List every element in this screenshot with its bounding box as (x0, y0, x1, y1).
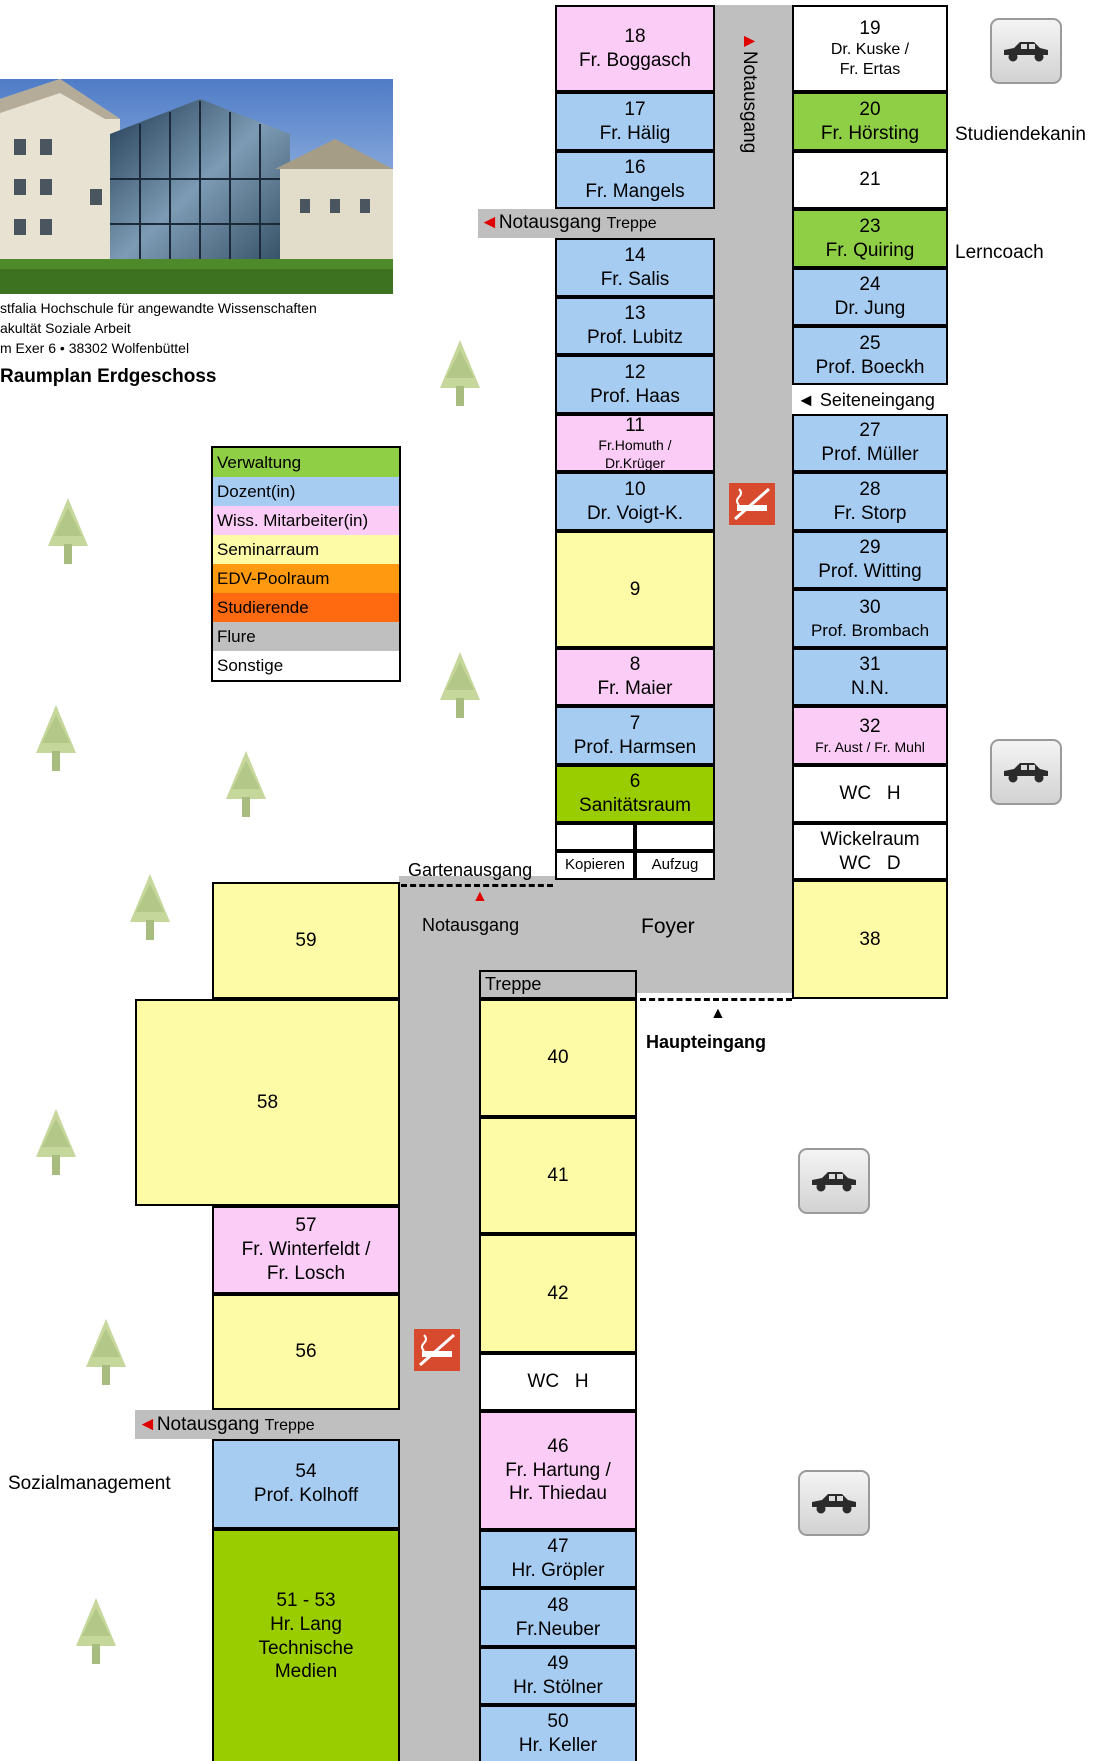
tree-icon (70, 1596, 122, 1666)
room-9[interactable]: 9 (555, 531, 715, 648)
room-27[interactable]: 27 Prof. Müller (792, 414, 948, 472)
room-12[interactable]: 12 Prof. Haas (555, 355, 715, 414)
tree-icon (434, 338, 486, 408)
room-kopieren[interactable]: Kopieren (555, 851, 635, 880)
entrance-arrow-icon: ▲ (710, 1005, 726, 1022)
room-40[interactable]: 40 (479, 999, 637, 1117)
plan-title: Raumplan Erdgeschoss (0, 366, 217, 387)
address: m Exer 6 • 38302 Wolfenbüttel (0, 340, 190, 356)
room-47[interactable]: 47 Hr. Gröpler (479, 1530, 637, 1588)
room-29[interactable]: 29 Prof. Witting (792, 531, 948, 589)
room-59[interactable]: 59 (212, 882, 400, 999)
room-32[interactable]: 32 Fr. Aust / Fr. Muhl (792, 706, 948, 765)
room-25[interactable]: 25 Prof. Boeckh (792, 326, 948, 385)
legend-item-verwaltung: Verwaltung (213, 448, 399, 477)
room-wc-h-lower[interactable]: WC H (479, 1353, 637, 1411)
room-31[interactable]: 31 N.N. (792, 648, 948, 706)
tree-icon (434, 650, 486, 720)
main-entrance-doorway (640, 998, 792, 1001)
room-wc-h-upper[interactable]: WC H (792, 765, 948, 823)
institution-name: stfalia Hochschule für angewandte Wissenschaften (0, 300, 317, 316)
legend-item-seminarraum: Seminarraum (213, 535, 399, 564)
room-41[interactable]: 41 (479, 1117, 637, 1234)
room-wickelraum[interactable]: Wickelraum WC D (792, 823, 948, 880)
car-parking-icon (798, 1470, 870, 1536)
room-blank-right (635, 823, 715, 851)
exit-arrow-icon: ◄ (138, 1414, 157, 1435)
tree-icon (30, 703, 82, 773)
tree-icon (220, 749, 272, 819)
room-54[interactable]: 54 Prof. Kolhoff (212, 1439, 400, 1529)
room-18[interactable]: 18 Fr. Boggasch (555, 5, 715, 92)
tree-icon (30, 1107, 82, 1177)
haupteingang-label: Haupteingang (646, 1032, 766, 1052)
exit-arrow-icon: ▲ (739, 32, 760, 51)
room-7[interactable]: 7 Prof. Harmsen (555, 706, 715, 765)
room-8[interactable]: 8 Fr. Maier (555, 648, 715, 706)
room-blank-left (555, 823, 635, 851)
gartenausgang-label: Gartenausgang (408, 860, 533, 880)
exit-arrow-icon: ▲ (472, 888, 488, 905)
legend (211, 446, 401, 682)
seiteneingang-label: ◄ Seiteneingang (797, 390, 935, 410)
room-56[interactable]: 56 (212, 1294, 400, 1410)
room-aufzug[interactable]: Aufzug (635, 851, 715, 880)
room-17[interactable]: 17 Fr. Hälig (555, 92, 715, 151)
studiendekanin-label: Studiendekanin (955, 124, 1086, 145)
car-parking-icon (990, 739, 1062, 805)
legend-item-studierende: Studierende (213, 593, 399, 622)
room-23[interactable]: 23 Fr. Quiring (792, 209, 948, 268)
building-photo (0, 79, 393, 294)
stair-treppe[interactable]: Treppe (479, 970, 637, 999)
notausgang-bottom-label: ◄Notausgang Treppe (138, 1414, 315, 1435)
legend-item-wiss: Wiss. Mitarbeiter(in) (213, 506, 399, 535)
room-58[interactable]: 58 (135, 999, 400, 1206)
faculty-name: akultät Soziale Arbeit (0, 320, 131, 336)
room-19[interactable]: 19 Dr. Kuske / Fr. Ertas (792, 5, 948, 92)
room-10[interactable]: 10 Dr. Voigt-K. (555, 472, 715, 531)
car-parking-icon (798, 1148, 870, 1214)
room-38[interactable]: 38 (792, 880, 948, 999)
legend-item-dozent: Dozent(in) (213, 477, 399, 506)
room-51-53[interactable]: 51 - 53 Hr. Lang Technische Medien (212, 1529, 400, 1761)
room-30[interactable]: 30 Prof. Brombach (792, 589, 948, 648)
room-16[interactable]: 16 Fr. Mangels (555, 151, 715, 209)
notausgang-vertical-label: ▲Notausgang (739, 32, 760, 154)
notausgang-top-label: ◄Notausgang Treppe (480, 212, 657, 233)
room-57[interactable]: 57 Fr. Winterfeldt / Fr. Losch (212, 1206, 400, 1294)
no-smoking-icon (414, 1329, 460, 1371)
room-24[interactable]: 24 Dr. Jung (792, 268, 948, 326)
garden-exit-doorway (401, 884, 553, 887)
tree-icon (42, 496, 94, 566)
foyer-label: Foyer (641, 915, 695, 938)
room-48[interactable]: 48 Fr.Neuber (479, 1588, 637, 1647)
lerncoach-label: Lerncoach (955, 242, 1044, 263)
legend-item-sonstige: Sonstige (213, 651, 399, 680)
sozialmanagement-label: Sozialmanagement (8, 1473, 171, 1494)
room-11[interactable]: 11 Fr.Homuth / Dr.Krüger (555, 414, 715, 472)
room-21[interactable]: 21 (792, 151, 948, 209)
tree-icon (124, 872, 176, 942)
room-6[interactable]: 6 Sanitätsraum (555, 765, 715, 823)
legend-item-edv: EDV-Poolraum (213, 564, 399, 593)
room-49[interactable]: 49 Hr. Stölner (479, 1647, 637, 1705)
room-46[interactable]: 46 Fr. Hartung / Hr. Thiedau (479, 1411, 637, 1530)
no-smoking-icon (729, 483, 775, 525)
room-20[interactable]: 20 Fr. Hörsting (792, 92, 948, 151)
room-28[interactable]: 28 Fr. Storp (792, 472, 948, 531)
room-50[interactable]: 50 Hr. Keller (479, 1705, 637, 1761)
legend-item-flure: Flure (213, 622, 399, 651)
room-42[interactable]: 42 (479, 1234, 637, 1353)
exit-arrow-icon: ◄ (480, 212, 499, 233)
notausgang-mid-label: Notausgang (422, 915, 520, 935)
room-13[interactable]: 13 Prof. Lubitz (555, 297, 715, 355)
car-parking-icon (990, 18, 1062, 84)
tree-icon (80, 1317, 132, 1387)
room-14[interactable]: 14 Fr. Salis (555, 238, 715, 297)
